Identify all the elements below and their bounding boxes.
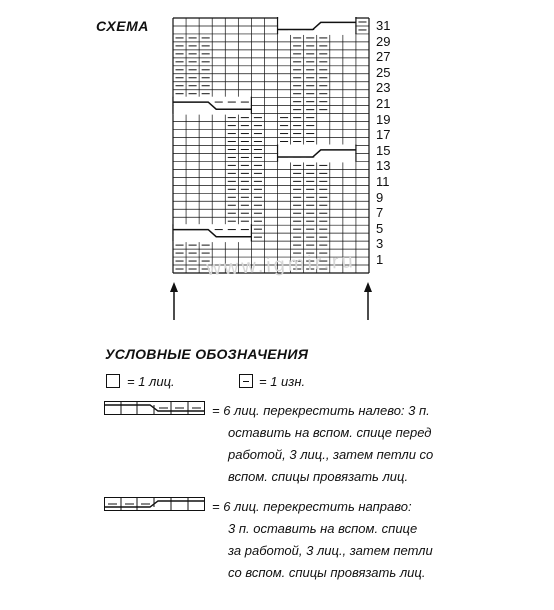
row-number: 5 [376, 220, 384, 236]
cable-cross-right-description: = 6 лиц. перекрестить направо: 3 п. оставить на вспом. спице за работой, 3 лиц., затем петли со вспом. спицы провязать лиц. [212, 499, 433, 580]
row-number: 13 [376, 158, 391, 174]
row-number: 3 [376, 236, 384, 252]
row-number: 17 [376, 127, 391, 143]
row-number: 7 [376, 205, 384, 221]
cable-cross-left-description: = 6 лиц. перекрестить налево: 3 п. оставить на вспом. спице перед работой, 3 лиц., затем петли со вспом. спицы провязать лиц. [212, 403, 434, 484]
row-number: 9 [376, 189, 384, 205]
row-number: 1 [376, 252, 384, 267]
row-number: 23 [376, 80, 391, 96]
knit-stitch-icon [106, 374, 120, 388]
row-number: 11 [376, 174, 390, 189]
row-number: 31 [376, 18, 391, 33]
row-number: 27 [376, 49, 391, 65]
knit-stitch-label: = 1 лиц. [127, 374, 175, 389]
purl-stitch-label: = 1 изн. [259, 374, 306, 389]
watermark: www.igmir.ru [206, 250, 357, 280]
row-number: 19 [376, 111, 391, 127]
row-number: 15 [376, 142, 391, 158]
row-number: 21 [376, 96, 391, 111]
left-arrowhead-icon [170, 282, 178, 292]
row-number: 29 [376, 33, 391, 49]
row-number: 25 [376, 64, 391, 80]
right-arrowhead-icon [364, 282, 372, 292]
chart-title: СХЕМА [96, 18, 149, 34]
legend-title: УСЛОВНЫЕ ОБОЗНАЧЕНИЯ [105, 346, 309, 362]
cable-cross-right-icon [104, 497, 206, 511]
purl-stitch-icon [239, 374, 253, 388]
cable-cross-left-icon [104, 401, 206, 415]
